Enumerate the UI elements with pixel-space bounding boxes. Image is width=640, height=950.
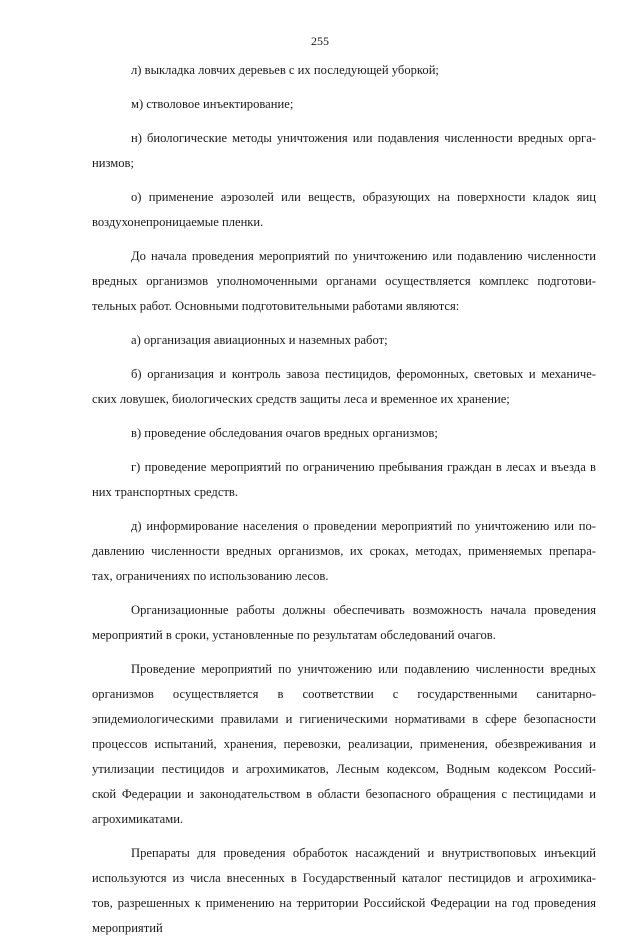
text-line: них транспортных средств. (92, 485, 239, 499)
text-line: Препараты для проведения обработок насаждений и внутриствоповых инъекций (131, 846, 596, 860)
text-line: Проведение мероприятий по уничтожению или подавлению численности вредных (131, 662, 596, 676)
text-line: д) информирование населения о проведении мероприятий по уничтожению или по- (131, 519, 596, 533)
text-line: л) выкладка ловчих деревьев с их последующей уборкой; (131, 63, 439, 77)
text-line: тельных работ. Основными подготовительными работами являются: (92, 299, 460, 313)
text-line: До начала проведения мероприятий по уничтожению или подавлению численности (131, 249, 596, 263)
text-line: Организационные работы должны обеспечивать возможность начала проведения (131, 603, 596, 617)
paragraph (92, 244, 596, 319)
text-line: б) организация и контроль завоза пестицидов, феромонных, световых и механиче- (131, 367, 596, 381)
text-line: вредных организмов уполномоченными органами осуществляется комплекс подготови- (92, 274, 596, 288)
paragraph (92, 328, 596, 353)
paragraph (92, 58, 596, 83)
text-line: мероприятий (92, 921, 163, 935)
paragraph (92, 841, 596, 941)
text-line: утилизации пестицидов и агрохимикатов, Лесным кодексом, Водным кодексом Россий- (92, 762, 596, 776)
text-line: воздухонепроницаемые пленки. (92, 215, 264, 229)
text-line: г) проведение мероприятий по ограничению пребывания граждан в лесах и въезда в (131, 460, 596, 474)
text-line: тах, ограничениях по использованию лесов. (92, 569, 329, 583)
text-line: м) стволовое инъектирование; (131, 97, 294, 111)
text-line: организмов осуществляется в соответствии с государственными санитарно- (92, 687, 596, 701)
text-line: используются из числа внесенных в Государственный каталог пестицидов и агрохимика- (92, 871, 596, 885)
text-line: в) проведение обследования очагов вредных организмов; (131, 426, 438, 440)
paragraph (92, 455, 596, 505)
text-line: агрохимикатами. (92, 812, 184, 826)
text-line: н) биологические методы уничтожения или подавления численности вредных орга- (131, 131, 596, 145)
paragraph (92, 421, 596, 446)
text-line: ской Федерации и законодательством в области безопасного обращения с пестицидами и (92, 787, 596, 801)
text-line: ских ловушек, биологических средств защиты леса и временное их хранение; (92, 392, 510, 406)
paragraph (92, 362, 596, 412)
text-line: а) организация авиационных и наземных работ; (131, 333, 388, 347)
paragraph (92, 514, 596, 589)
text-line: давлению численности вредных организмов, их сроках, методах, применяемых препара- (92, 544, 596, 558)
paragraph (92, 657, 596, 832)
document-body (92, 58, 596, 950)
paragraph (92, 126, 596, 176)
text-line: процессов испытаний, хранения, перевозки, реализации, применения, обезвреживания и (92, 737, 596, 751)
paragraph (92, 598, 596, 648)
text-line: низмов; (92, 156, 134, 170)
text-line: мероприятий в сроки, установленные по результатам обследований очагов. (92, 628, 496, 642)
paragraph (92, 92, 596, 117)
page-number: 255 (311, 34, 329, 48)
text-line: о) применение аэрозолей или веществ, образующих на поверхности кладок яиц (131, 190, 596, 204)
text-line: эпидемиологическими правилами и гигиеническими нормативами в сфере безопасности (92, 712, 596, 726)
text-line: тов, разрешенных к применению на территории Российской Федерации на год проведения (92, 896, 596, 910)
paragraph (92, 185, 596, 235)
